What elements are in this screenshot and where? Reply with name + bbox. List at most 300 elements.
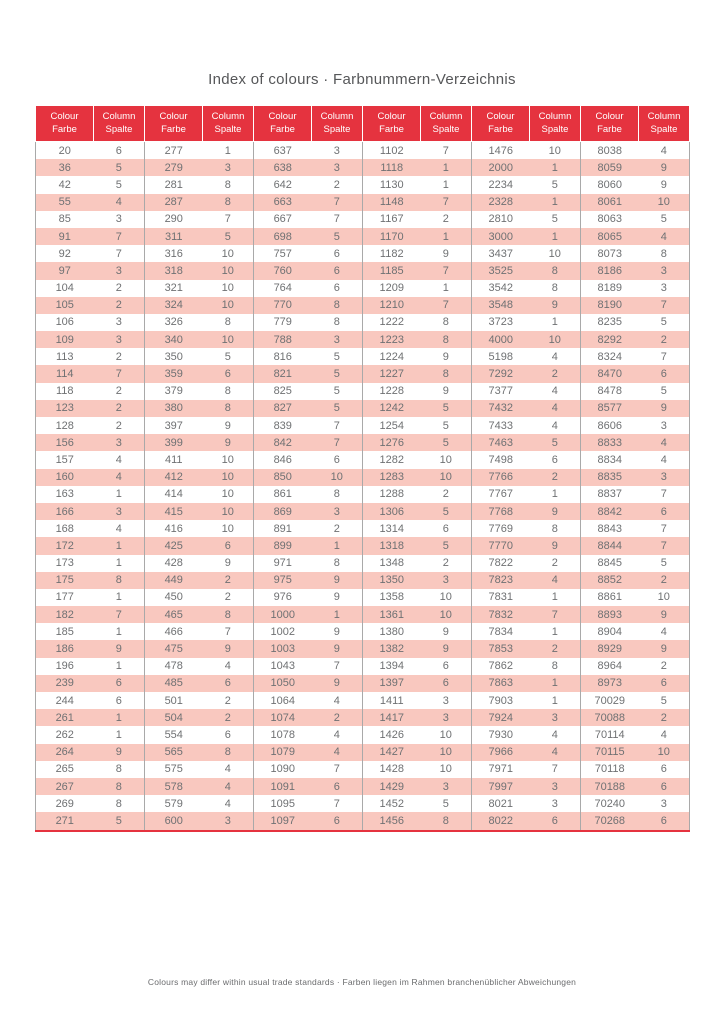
colour-cell: 501: [145, 692, 203, 709]
colour-cell: 8973: [581, 675, 639, 692]
column-cell: 9: [421, 245, 472, 262]
column-cell: 9: [312, 572, 363, 589]
colour-cell: 7863: [472, 675, 530, 692]
column-cell: 3: [639, 280, 690, 297]
column-cell: 6: [203, 726, 254, 743]
colour-cell: 8189: [581, 280, 639, 297]
colour-cell: 7903: [472, 692, 530, 709]
column-cell: 3: [421, 778, 472, 795]
column-cell: 9: [203, 417, 254, 434]
colour-cell: 379: [145, 383, 203, 400]
colour-cell: 70114: [581, 726, 639, 743]
column-cell: 2: [203, 572, 254, 589]
column-cell: 3: [203, 812, 254, 830]
colour-cell: 177: [36, 589, 94, 606]
column-cell: 8: [94, 572, 145, 589]
header-row: [36, 106, 690, 142]
colour-cell: 128: [36, 417, 94, 434]
colour-cell: 380: [145, 400, 203, 417]
column-cell: 8: [312, 486, 363, 503]
colour-cell: 7432: [472, 400, 530, 417]
column-cell: 1: [312, 537, 363, 554]
colour-cell: 869: [254, 503, 312, 520]
column-cell: 10: [421, 469, 472, 486]
column-cell: 1: [94, 589, 145, 606]
colour-cell: 8833: [581, 434, 639, 451]
column-cell: 10: [203, 469, 254, 486]
colour-cell: 7966: [472, 744, 530, 761]
column-cell: 6: [312, 451, 363, 468]
colour-cell: 7769: [472, 520, 530, 537]
colour-cell: 1318: [363, 537, 421, 554]
column-cell: 7: [639, 348, 690, 365]
column-cell: 9: [312, 589, 363, 606]
column-cell: 3: [639, 795, 690, 812]
column-cell: 6: [203, 365, 254, 382]
column-cell: 4: [639, 726, 690, 743]
table-row: [36, 314, 690, 331]
colour-cell: 311: [145, 228, 203, 245]
colour-cell: 262: [36, 726, 94, 743]
colour-cell: 1170: [363, 228, 421, 245]
column-cell: 6: [94, 142, 145, 160]
header-cell-column: Column Spalte: [639, 106, 690, 142]
column-cell: 10: [203, 297, 254, 314]
column-cell: 5: [639, 211, 690, 228]
colour-cell: 7498: [472, 451, 530, 468]
column-cell: 7: [312, 211, 363, 228]
column-cell: 2: [421, 211, 472, 228]
column-cell: 6: [312, 280, 363, 297]
colour-cell: 1394: [363, 658, 421, 675]
colour-cell: 637: [254, 142, 312, 160]
colour-cell: 1097: [254, 812, 312, 830]
colour-cell: 8060: [581, 176, 639, 193]
column-cell: 1: [94, 537, 145, 554]
column-cell: 6: [639, 503, 690, 520]
table-row: [36, 280, 690, 297]
column-cell: 9: [203, 640, 254, 657]
column-cell: 7: [312, 761, 363, 778]
column-cell: 9: [530, 297, 581, 314]
colour-cell: 1429: [363, 778, 421, 795]
column-cell: 1: [530, 228, 581, 245]
column-cell: 10: [203, 262, 254, 279]
column-cell: 5: [421, 400, 472, 417]
colour-cell: 414: [145, 486, 203, 503]
column-cell: 6: [421, 675, 472, 692]
table-header: [36, 106, 690, 142]
colour-cell: 156: [36, 434, 94, 451]
colour-cell: 175: [36, 572, 94, 589]
colour-cell: 7834: [472, 623, 530, 640]
colour-cell: 1380: [363, 623, 421, 640]
colour-cell: 1350: [363, 572, 421, 589]
column-cell: 4: [530, 744, 581, 761]
column-cell: 2: [312, 709, 363, 726]
colour-cell: 478: [145, 658, 203, 675]
column-cell: 7: [421, 194, 472, 211]
colour-cell: 114: [36, 365, 94, 382]
column-cell: 10: [421, 589, 472, 606]
column-cell: 5: [94, 176, 145, 193]
colour-cell: 105: [36, 297, 94, 314]
column-cell: 10: [421, 761, 472, 778]
colour-cell: 8929: [581, 640, 639, 657]
colour-cell: 196: [36, 658, 94, 675]
column-cell: 3: [203, 159, 254, 176]
table-row: [36, 640, 690, 657]
column-cell: 9: [639, 606, 690, 623]
column-cell: 3: [639, 469, 690, 486]
colour-cell: 821: [254, 365, 312, 382]
table-row: [36, 503, 690, 520]
column-cell: 4: [530, 383, 581, 400]
colour-cell: 1167: [363, 211, 421, 228]
column-cell: 4: [312, 744, 363, 761]
column-cell: 3: [421, 709, 472, 726]
column-cell: 6: [530, 812, 581, 830]
column-cell: 7: [530, 761, 581, 778]
colour-cell: 281: [145, 176, 203, 193]
colour-cell: 1079: [254, 744, 312, 761]
colour-cell: 97: [36, 262, 94, 279]
colour-cell: 3437: [472, 245, 530, 262]
colour-cell: 8038: [581, 142, 639, 160]
colour-cell: 321: [145, 280, 203, 297]
colour-cell: 579: [145, 795, 203, 812]
column-cell: 10: [421, 744, 472, 761]
column-cell: 6: [94, 675, 145, 692]
colour-cell: 1426: [363, 726, 421, 743]
page-title: Index of colours · Farbnummern-Verzeichnis: [208, 71, 516, 88]
colour-cell: 8845: [581, 555, 639, 572]
column-cell: 2: [94, 348, 145, 365]
colour-cell: 20: [36, 142, 94, 160]
colour-cell: 1148: [363, 194, 421, 211]
column-cell: 7: [530, 606, 581, 623]
column-cell: 2: [530, 469, 581, 486]
colour-cell: 7924: [472, 709, 530, 726]
table-row: [36, 194, 690, 211]
colour-cell: 160: [36, 469, 94, 486]
colour-cell: 1276: [363, 434, 421, 451]
colour-cell: 7463: [472, 434, 530, 451]
colour-cell: 399: [145, 434, 203, 451]
table-row: [36, 675, 690, 692]
column-cell: 5: [530, 211, 581, 228]
colour-cell: 318: [145, 262, 203, 279]
column-cell: 2: [94, 383, 145, 400]
column-cell: 7: [312, 194, 363, 211]
table-row: [36, 795, 690, 812]
column-cell: 9: [312, 640, 363, 657]
colour-cell: 7831: [472, 589, 530, 606]
column-cell: 2: [94, 280, 145, 297]
column-cell: 2: [421, 555, 472, 572]
colour-cell: 565: [145, 744, 203, 761]
colour-cell: 271: [36, 812, 94, 830]
column-cell: 6: [530, 451, 581, 468]
column-cell: 1: [203, 142, 254, 160]
colour-cell: 485: [145, 675, 203, 692]
colour-cell: 340: [145, 331, 203, 348]
table-row: [36, 228, 690, 245]
column-cell: 5: [421, 434, 472, 451]
column-cell: 5: [312, 348, 363, 365]
column-cell: 1: [94, 709, 145, 726]
colour-cell: 2000: [472, 159, 530, 176]
column-cell: 2: [530, 640, 581, 657]
column-cell: 7: [94, 606, 145, 623]
column-cell: 2: [312, 520, 363, 537]
colour-cell: 1452: [363, 795, 421, 812]
column-cell: 1: [94, 623, 145, 640]
column-cell: 9: [530, 537, 581, 554]
column-cell: 7: [94, 365, 145, 382]
table-row: [36, 400, 690, 417]
column-cell: 1: [421, 280, 472, 297]
colour-cell: 1222: [363, 314, 421, 331]
colour-cell: 1282: [363, 451, 421, 468]
column-cell: 4: [203, 778, 254, 795]
colour-cell: 788: [254, 331, 312, 348]
column-cell: 1: [312, 606, 363, 623]
colour-cell: 1417: [363, 709, 421, 726]
colour-cell: 70188: [581, 778, 639, 795]
colour-cell: 411: [145, 451, 203, 468]
colour-cell: 8904: [581, 623, 639, 640]
colour-cell: 1427: [363, 744, 421, 761]
column-cell: 8: [530, 658, 581, 675]
colour-cell: 1358: [363, 589, 421, 606]
colour-cell: 8470: [581, 365, 639, 382]
table-row: [36, 692, 690, 709]
colour-cell: 3723: [472, 314, 530, 331]
column-cell: 8: [421, 331, 472, 348]
column-cell: 3: [312, 331, 363, 348]
header-cell-column: Column Spalte: [312, 106, 363, 142]
colour-cell: 8478: [581, 383, 639, 400]
header-cell-column: Column Spalte: [421, 106, 472, 142]
column-cell: 8: [639, 245, 690, 262]
colour-cell: 1091: [254, 778, 312, 795]
column-cell: 1: [421, 176, 472, 193]
column-cell: 4: [94, 451, 145, 468]
colour-cell: 8190: [581, 297, 639, 314]
column-cell: 1: [530, 589, 581, 606]
colour-cell: 7768: [472, 503, 530, 520]
column-cell: 4: [639, 451, 690, 468]
colour-cell: 163: [36, 486, 94, 503]
colour-cell: 1361: [363, 606, 421, 623]
colour-cell: 8852: [581, 572, 639, 589]
column-cell: 3: [94, 503, 145, 520]
colour-cell: 1283: [363, 469, 421, 486]
column-cell: 6: [94, 692, 145, 709]
colour-cell: 8843: [581, 520, 639, 537]
colour-cell: 8022: [472, 812, 530, 830]
column-cell: 7: [639, 537, 690, 554]
header-cell-column: Column Spalte: [203, 106, 254, 142]
column-cell: 10: [530, 245, 581, 262]
column-cell: 2: [94, 297, 145, 314]
table-row: [36, 709, 690, 726]
column-cell: 6: [203, 675, 254, 692]
column-cell: 5: [421, 417, 472, 434]
colour-cell: 425: [145, 537, 203, 554]
column-cell: 4: [203, 761, 254, 778]
table-row: [36, 606, 690, 623]
column-cell: 5: [312, 228, 363, 245]
colour-cell: 1456: [363, 812, 421, 830]
column-cell: 5: [421, 537, 472, 554]
colour-cell: 1288: [363, 486, 421, 503]
colour-cell: 1130: [363, 176, 421, 193]
colour-cell: 816: [254, 348, 312, 365]
colour-cell: 2810: [472, 211, 530, 228]
colour-cell: 1074: [254, 709, 312, 726]
column-cell: 7: [312, 795, 363, 812]
column-cell: 4: [312, 692, 363, 709]
header-cell-colour: Colour Farbe: [254, 106, 312, 142]
colour-cell: 3000: [472, 228, 530, 245]
column-cell: 1: [530, 159, 581, 176]
colour-cell: 7823: [472, 572, 530, 589]
column-cell: 9: [203, 555, 254, 572]
table-row: [36, 142, 690, 160]
colour-cell: 8842: [581, 503, 639, 520]
colour-cell: 397: [145, 417, 203, 434]
table-row: [36, 589, 690, 606]
colour-cell: 85: [36, 211, 94, 228]
column-cell: 3: [312, 142, 363, 160]
colour-cell: 757: [254, 245, 312, 262]
column-cell: 9: [312, 623, 363, 640]
column-cell: 2: [639, 572, 690, 589]
header-cell-colour: Colour Farbe: [36, 106, 94, 142]
column-cell: 4: [530, 572, 581, 589]
column-cell: 9: [639, 640, 690, 657]
column-cell: 8: [203, 606, 254, 623]
colour-cell: 7930: [472, 726, 530, 743]
column-cell: 3: [530, 778, 581, 795]
column-cell: 2: [639, 658, 690, 675]
colour-cell: 465: [145, 606, 203, 623]
colour-cell: 861: [254, 486, 312, 503]
column-cell: 8: [94, 761, 145, 778]
column-cell: 1: [94, 486, 145, 503]
column-cell: 8: [312, 555, 363, 572]
column-cell: 1: [530, 194, 581, 211]
colour-cell: 1002: [254, 623, 312, 640]
colour-index-table: [35, 105, 690, 832]
column-cell: 7: [639, 486, 690, 503]
column-cell: 8: [203, 176, 254, 193]
column-cell: 8: [203, 314, 254, 331]
colour-cell: 1254: [363, 417, 421, 434]
colour-cell: 1078: [254, 726, 312, 743]
table-row: [36, 726, 690, 743]
colour-cell: 7822: [472, 555, 530, 572]
colour-cell: 1182: [363, 245, 421, 262]
table-row: [36, 486, 690, 503]
colour-cell: 186: [36, 640, 94, 657]
column-cell: 7: [312, 434, 363, 451]
table-row: [36, 520, 690, 537]
column-cell: 10: [530, 331, 581, 348]
colour-cell: 157: [36, 451, 94, 468]
colour-cell: 8059: [581, 159, 639, 176]
column-cell: 4: [639, 142, 690, 160]
column-cell: 5: [312, 365, 363, 382]
colour-cell: 326: [145, 314, 203, 331]
colour-cell: 416: [145, 520, 203, 537]
colour-cell: 770: [254, 297, 312, 314]
table-row: [36, 744, 690, 761]
colour-cell: 70118: [581, 761, 639, 778]
column-cell: 3: [312, 159, 363, 176]
column-cell: 7: [421, 142, 472, 160]
colour-cell: 850: [254, 469, 312, 486]
column-cell: 10: [203, 331, 254, 348]
colour-cell: 899: [254, 537, 312, 554]
column-cell: 4: [639, 228, 690, 245]
header-cell-colour: Colour Farbe: [581, 106, 639, 142]
column-cell: 7: [421, 262, 472, 279]
colour-cell: 8065: [581, 228, 639, 245]
colour-cell: 1397: [363, 675, 421, 692]
column-cell: 5: [203, 348, 254, 365]
column-cell: 6: [312, 245, 363, 262]
header-cell-column: Column Spalte: [530, 106, 581, 142]
header-cell-colour: Colour Farbe: [472, 106, 530, 142]
colour-cell: 7997: [472, 778, 530, 795]
column-cell: 10: [421, 726, 472, 743]
colour-cell: 1223: [363, 331, 421, 348]
colour-cell: 1043: [254, 658, 312, 675]
table-row: [36, 555, 690, 572]
column-cell: 1: [421, 228, 472, 245]
column-cell: 4: [312, 726, 363, 743]
colour-cell: 8292: [581, 331, 639, 348]
colour-cell: 269: [36, 795, 94, 812]
column-cell: 6: [203, 537, 254, 554]
table-row: [36, 245, 690, 262]
table-row: [36, 537, 690, 554]
colour-cell: 415: [145, 503, 203, 520]
column-cell: 5: [639, 692, 690, 709]
colour-cell: 839: [254, 417, 312, 434]
column-cell: 9: [421, 383, 472, 400]
colour-cell: 7377: [472, 383, 530, 400]
colour-cell: 3525: [472, 262, 530, 279]
colour-cell: 350: [145, 348, 203, 365]
colour-cell: 7433: [472, 417, 530, 434]
column-cell: 2: [203, 589, 254, 606]
column-cell: 3: [421, 572, 472, 589]
column-cell: 9: [639, 400, 690, 417]
table-row: [36, 383, 690, 400]
colour-cell: 638: [254, 159, 312, 176]
colour-cell: 4000: [472, 331, 530, 348]
column-cell: 3: [639, 417, 690, 434]
column-cell: 9: [203, 434, 254, 451]
colour-cell: 182: [36, 606, 94, 623]
column-cell: 6: [312, 812, 363, 830]
colour-cell: 450: [145, 589, 203, 606]
colour-cell: 173: [36, 555, 94, 572]
